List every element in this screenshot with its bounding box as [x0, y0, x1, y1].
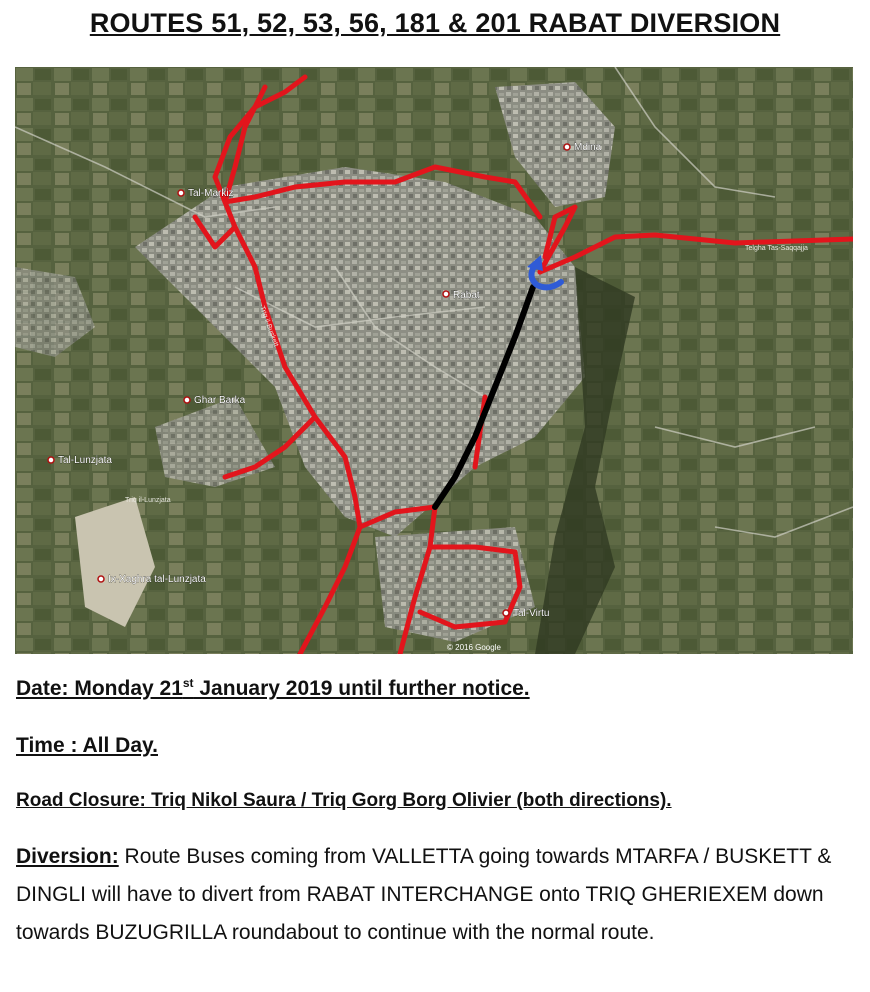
road-label: Telgha Tas-Saqqajja	[745, 245, 808, 252]
place-label: Mdina	[574, 142, 602, 153]
road-label: Triq il-Lunzjata	[125, 497, 171, 504]
road-label: Triq il-Buskett	[258, 305, 280, 348]
diversion-paragraph	[16, 838, 856, 952]
place-label: Rabat	[453, 290, 480, 301]
diversion-map	[15, 67, 853, 654]
place-label: Ix-Xaghra tal-Lunzjata	[108, 574, 206, 585]
diversion-text: Route Buses coming from VALLETTA going towards MTARFA / BUSKETT & DINGLI will have to divert from RABAT INTERCHANGE onto TRIQ GHERIEXEM down towards BUZUGRILLA roundabout to continue with the normal route.	[16, 845, 832, 944]
place-label: Tal-Lunzjata	[58, 455, 112, 466]
place-label: Tal-Virtu	[513, 608, 550, 619]
place-label: Tal-Markiz	[188, 188, 234, 199]
page-title: ROUTES 51, 52, 53, 56, 181 & 201 RABAT DIVERSION	[89, 8, 781, 38]
map-attribution: © 2016 Google	[447, 643, 501, 652]
diversion-label: Diversion:	[16, 845, 119, 868]
time-line: Time : All Day.	[16, 734, 158, 757]
place-label: Ghar Barka	[194, 395, 246, 406]
date-line: Date: Monday 21st January 2019 until further notice.	[16, 676, 530, 700]
road-closure-line: Road Closure: Triq Nikol Saura / Triq Gorg Borg Olivier (both directions).	[16, 790, 672, 811]
